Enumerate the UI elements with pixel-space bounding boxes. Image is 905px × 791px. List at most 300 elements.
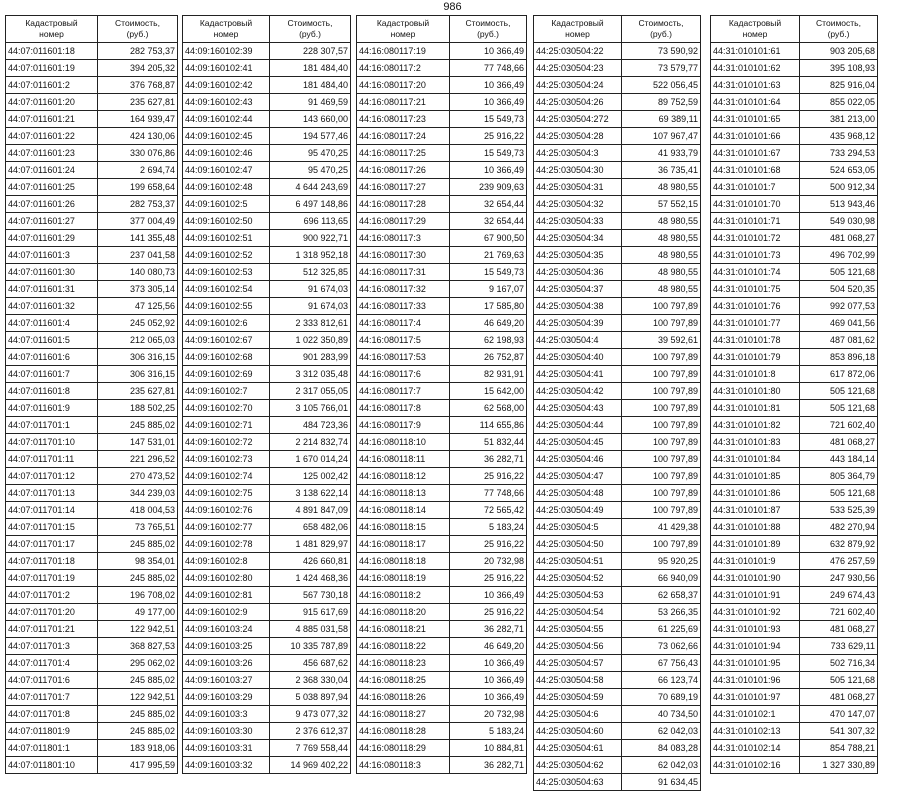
- table-row: [183, 162, 351, 179]
- table-row: [357, 349, 527, 366]
- table-row: [534, 655, 701, 672]
- table-row: [711, 604, 878, 621]
- cadastral-number-cell: 44:25:030504:51: [534, 553, 622, 570]
- table-row: [534, 179, 701, 196]
- cadastral-number-cell: 44:16:080117:31: [357, 264, 450, 281]
- cadastral-number-cell: 44:09:160102:55: [183, 298, 270, 315]
- table-row: [183, 111, 351, 128]
- cadastral-number-cell: 44:07:011601:24: [6, 162, 98, 179]
- table-row: [183, 247, 351, 264]
- cost-cell: 77 748,66: [450, 485, 527, 502]
- table-row: [711, 468, 878, 485]
- table-row: [6, 757, 178, 774]
- cadastral-number-cell: 44:16:080117:53: [357, 349, 450, 366]
- cost-cell: 5 183,24: [450, 519, 527, 536]
- cost-cell: 95 470,25: [270, 145, 351, 162]
- cadastral-number-cell: 44:09:160102:73: [183, 451, 270, 468]
- cadastral-number-cell: 44:16:080117:9: [357, 417, 450, 434]
- cost-header-line-2: (руб.): [126, 29, 149, 39]
- table-row: [6, 519, 178, 536]
- cadastral-number-cell: 44:07:011701:7: [6, 689, 98, 706]
- table-row: [711, 536, 878, 553]
- cost-cell: 57 552,15: [622, 196, 701, 213]
- cost-cell: 100 797,89: [622, 451, 701, 468]
- cost-cell: 2 368 330,04: [270, 672, 351, 689]
- cadastral-number-cell: 44:09:160102:52: [183, 247, 270, 264]
- cost-cell: 1 318 952,18: [270, 247, 351, 264]
- table-row: [534, 196, 701, 213]
- table-row: [183, 434, 351, 451]
- cadastral-number-cell: 44:07:011601:22: [6, 128, 98, 145]
- cadastral-number-cell: 44:07:011601:4: [6, 315, 98, 332]
- cadastral-number-cell: 44:25:030504:32: [534, 196, 622, 213]
- cadastral-number-cell: 44:16:080118:3: [357, 757, 450, 774]
- cadastral-number-cell: 44:07:011601:20: [6, 94, 98, 111]
- cost-cell: 496 702,99: [800, 247, 878, 264]
- table-row: [183, 77, 351, 94]
- table-row: [711, 553, 878, 570]
- table-row: [357, 757, 527, 774]
- cost-cell: 512 325,85: [270, 264, 351, 281]
- cadastral-number-cell: 44:09:160103:24: [183, 621, 270, 638]
- cost-cell: 245 885,02: [98, 570, 178, 587]
- cadastral-number-cell: 44:07:011601:18: [6, 43, 98, 60]
- cost-cell: 20 732,98: [450, 553, 527, 570]
- table-row: [6, 553, 178, 570]
- cadastral-number-cell: 44:16:080117:2: [357, 60, 450, 77]
- cost-cell: 2 376 612,37: [270, 723, 351, 740]
- cadastral-number-cell: 44:09:160102:69: [183, 366, 270, 383]
- cost-cell: 424 130,06: [98, 128, 178, 145]
- cadastral-number-cell: 44:31:010101:97: [711, 689, 800, 706]
- cost-cell: 39 592,61: [622, 332, 701, 349]
- cost-cell: 32 654,44: [450, 196, 527, 213]
- table-row: [6, 315, 178, 332]
- table-row: [183, 723, 351, 740]
- table-row: [183, 281, 351, 298]
- cost-cell: 32 654,44: [450, 213, 527, 230]
- cost-cell: 476 257,59: [800, 553, 878, 570]
- cost-cell: 632 879,92: [800, 536, 878, 553]
- cadastral-number-cell: 44:25:030504:63: [534, 774, 622, 791]
- cost-header-line-2: (руб.): [827, 29, 850, 39]
- cadastral-number-cell: 44:25:030504:49: [534, 502, 622, 519]
- table-row: [711, 179, 878, 196]
- table-row: [534, 553, 701, 570]
- cadastral-number-cell: 44:16:080117:25: [357, 145, 450, 162]
- cadastral-number-cell: 44:31:010101:78: [711, 332, 800, 349]
- cost-cell: 20 732,98: [450, 706, 527, 723]
- table-row: [711, 519, 878, 536]
- cadastral-number-cell: 44:16:080117:3: [357, 230, 450, 247]
- cost-cell: 82 931,91: [450, 366, 527, 383]
- cost-cell: 522 056,45: [622, 77, 701, 94]
- cadastral-number-cell: 44:31:010101:67: [711, 145, 800, 162]
- cost-cell: 10 366,49: [450, 43, 527, 60]
- cadastral-number-cell: 44:16:080117:32: [357, 281, 450, 298]
- table-row: [357, 111, 527, 128]
- cost-cell: 36 735,41: [622, 162, 701, 179]
- cadastral-number-cell: 44:09:160103:27: [183, 672, 270, 689]
- table-header-row: [357, 16, 527, 43]
- table-row: [711, 366, 878, 383]
- table-row: [711, 757, 878, 774]
- cadastral-number-cell: 44:31:010101:68: [711, 162, 800, 179]
- table-row: [711, 281, 878, 298]
- table-row: [534, 587, 701, 604]
- cost-cell: 245 885,02: [98, 723, 178, 740]
- table-row: [711, 264, 878, 281]
- cadastral-number-cell: 44:07:011701:20: [6, 604, 98, 621]
- cadastral-number-cell: 44:16:080118:19: [357, 570, 450, 587]
- cost-cell: 100 797,89: [622, 383, 701, 400]
- cadastral-number-header-line-2: номер: [565, 29, 590, 39]
- cost-cell: 73 590,92: [622, 43, 701, 60]
- cost-cell: 62 658,37: [622, 587, 701, 604]
- cost-cell: 48 980,55: [622, 213, 701, 230]
- cost-cell: 295 062,02: [98, 655, 178, 672]
- cost-cell: 10 366,49: [450, 587, 527, 604]
- cost-cell: 3 138 622,14: [270, 485, 351, 502]
- table-row: [357, 706, 527, 723]
- table-row: [357, 213, 527, 230]
- cadastral-number-cell: 44:16:080118:26: [357, 689, 450, 706]
- cost-cell: 7 769 558,44: [270, 740, 351, 757]
- cadastral-number-cell: 44:16:080118:17: [357, 536, 450, 553]
- cadastral-number-cell: 44:09:160102:54: [183, 281, 270, 298]
- table-row: [6, 536, 178, 553]
- cadastral-number-cell: 44:25:030504:39: [534, 315, 622, 332]
- cost-cell: 377 004,49: [98, 213, 178, 230]
- cadastral-number-cell: 44:25:030504:54: [534, 604, 622, 621]
- table-row: [711, 349, 878, 366]
- cost-cell: 100 797,89: [622, 349, 701, 366]
- cadastral-number-cell: 44:07:011701:1: [6, 417, 98, 434]
- table-row: [6, 349, 178, 366]
- cost-cell: 484 723,36: [270, 417, 351, 434]
- cost-cell: 443 184,14: [800, 451, 878, 468]
- table-row: [357, 128, 527, 145]
- table-row: [534, 60, 701, 77]
- cadastral-number-cell: 44:07:011601:19: [6, 60, 98, 77]
- table-row: [6, 417, 178, 434]
- cost-cell: 10 366,49: [450, 94, 527, 111]
- cadastral-number-cell: 44:16:080118:21: [357, 621, 450, 638]
- cost-cell: 5 183,24: [450, 723, 527, 740]
- cadastral-number-cell: 44:09:160102:47: [183, 162, 270, 179]
- cadastral-number-cell: 44:09:160102:80: [183, 570, 270, 587]
- table-row: [357, 162, 527, 179]
- cadastral-number-header-line-2: номер: [213, 29, 239, 39]
- cost-cell: 140 080,73: [98, 264, 178, 281]
- table-row: [534, 145, 701, 162]
- table-row: [6, 145, 178, 162]
- cadastral-number-cell: 44:16:080117:30: [357, 247, 450, 264]
- cadastral-number-cell: 44:25:030504:59: [534, 689, 622, 706]
- table-row: [6, 230, 178, 247]
- cost-cell: 4 891 847,09: [270, 502, 351, 519]
- table-row: [711, 43, 878, 60]
- table-row: [711, 128, 878, 145]
- cost-cell: 36 282,71: [450, 757, 527, 774]
- cadastral-number-cell: 44:25:030504:36: [534, 264, 622, 281]
- cadastral-number-header-line-1: Кадастровый: [199, 18, 253, 28]
- cadastral-number-cell: 44:09:160103:26: [183, 655, 270, 672]
- table-header-row: [534, 16, 701, 43]
- cadastral-number-cell: 44:25:030504:23: [534, 60, 622, 77]
- cost-cell: 992 077,53: [800, 298, 878, 315]
- table-row: [183, 570, 351, 587]
- cadastral-table-1: [5, 15, 178, 774]
- cost-cell: 100 797,89: [622, 502, 701, 519]
- table-row: [6, 162, 178, 179]
- cost-cell: 73 579,77: [622, 60, 701, 77]
- table-row: [711, 162, 878, 179]
- table-row: [534, 434, 701, 451]
- cost-cell: 381 213,00: [800, 111, 878, 128]
- cost-cell: 67 900,50: [450, 230, 527, 247]
- cadastral-number-cell: 44:09:160103:32: [183, 757, 270, 774]
- cost-cell: 373 305,14: [98, 281, 178, 298]
- cost-cell: 500 912,34: [800, 179, 878, 196]
- cost-cell: 481 068,27: [800, 689, 878, 706]
- table-row: [6, 740, 178, 757]
- cadastral-number-cell: 44:09:160102:50: [183, 213, 270, 230]
- table-row: [183, 553, 351, 570]
- cost-cell: 40 734,50: [622, 706, 701, 723]
- cost-cell: 10 366,49: [450, 162, 527, 179]
- table-row: [6, 604, 178, 621]
- cadastral-number-cell: 44:09:160102:42: [183, 77, 270, 94]
- cadastral-number-cell: 44:07:011701:13: [6, 485, 98, 502]
- cost-cell: 10 335 787,89: [270, 638, 351, 655]
- table-row: [711, 638, 878, 655]
- cadastral-number-cell: 44:09:160103:25: [183, 638, 270, 655]
- table-row: [534, 298, 701, 315]
- cost-header-line-2: (руб.): [477, 29, 499, 39]
- cost-cell: 25 916,22: [450, 536, 527, 553]
- table-row: [6, 298, 178, 315]
- cadastral-number-cell: 44:16:080118:14: [357, 502, 450, 519]
- cadastral-number-cell: 44:25:030504:42: [534, 383, 622, 400]
- cost-cell: 235 627,81: [98, 383, 178, 400]
- cost-cell: 14 969 402,22: [270, 757, 351, 774]
- cadastral-number-cell: 44:16:080118:11: [357, 451, 450, 468]
- table-row: [357, 468, 527, 485]
- table-row: [6, 723, 178, 740]
- table-row: [183, 315, 351, 332]
- cost-cell: 25 916,22: [450, 128, 527, 145]
- cost-cell: 91 634,45: [622, 774, 701, 791]
- table-row: [711, 383, 878, 400]
- cost-cell: 470 147,07: [800, 706, 878, 723]
- table-header-row: [183, 16, 351, 43]
- cadastral-number-cell: 44:09:160102:76: [183, 502, 270, 519]
- cadastral-number-cell: 44:09:160102:41: [183, 60, 270, 77]
- cost-cell: 376 768,87: [98, 77, 178, 94]
- cadastral-number-cell: 44:31:010101:74: [711, 264, 800, 281]
- table-row: [357, 536, 527, 553]
- cadastral-number-cell: 44:31:010101:80: [711, 383, 800, 400]
- cadastral-number-cell: 44:31:010101:88: [711, 519, 800, 536]
- table-row: [6, 383, 178, 400]
- table-row: [534, 213, 701, 230]
- table-row: [183, 706, 351, 723]
- cost-cell: 25 916,22: [450, 468, 527, 485]
- table-row: [534, 94, 701, 111]
- cadastral-number-cell: 44:25:030504:48: [534, 485, 622, 502]
- cadastral-number-header-line-2: номер: [742, 29, 768, 39]
- table-row: [711, 332, 878, 349]
- cadastral-number-cell: 44:25:030504:28: [534, 128, 622, 145]
- cadastral-number-cell: 44:31:010101:79: [711, 349, 800, 366]
- table-row: [357, 298, 527, 315]
- cost-cell: 733 294,53: [800, 145, 878, 162]
- cost-cell: 100 797,89: [622, 366, 701, 383]
- cadastral-number-cell: 44:31:010101:89: [711, 536, 800, 553]
- cadastral-number-cell: 44:16:080118:18: [357, 553, 450, 570]
- table-row: [6, 587, 178, 604]
- table-row: [183, 43, 351, 60]
- table-row: [183, 655, 351, 672]
- table-row: [6, 332, 178, 349]
- cadastral-number-cell: 44:31:010101:7: [711, 179, 800, 196]
- cadastral-number-cell: 44:07:011701:14: [6, 502, 98, 519]
- cost-cell: 183 918,06: [98, 740, 178, 757]
- table-row: [534, 774, 701, 791]
- cadastral-table-3: [356, 15, 527, 774]
- cost-cell: 25 916,22: [450, 570, 527, 587]
- cost-cell: 567 730,18: [270, 587, 351, 604]
- table-row: [183, 536, 351, 553]
- cadastral-number-cell: 44:09:160103:3: [183, 706, 270, 723]
- cost-cell: 25 916,22: [450, 604, 527, 621]
- table-row: [6, 400, 178, 417]
- cost-cell: 122 942,51: [98, 689, 178, 706]
- cost-cell: 10 366,49: [450, 77, 527, 94]
- table-row: [711, 723, 878, 740]
- cadastral-number-cell: 44:31:010102:14: [711, 740, 800, 757]
- table-row: [711, 196, 878, 213]
- table-row: [711, 570, 878, 587]
- table-row: [183, 366, 351, 383]
- table-row: [6, 485, 178, 502]
- cost-cell: 69 389,11: [622, 111, 701, 128]
- table-row: [6, 655, 178, 672]
- cadastral-number-cell: 44:25:030504:37: [534, 281, 622, 298]
- cadastral-number-cell: 44:09:160103:29: [183, 689, 270, 706]
- cost-cell: 91 674,03: [270, 298, 351, 315]
- cost-cell: 41 429,38: [622, 519, 701, 536]
- cadastral-number-cell: 44:09:160102:9: [183, 604, 270, 621]
- cost-cell: 36 282,71: [450, 451, 527, 468]
- table-row: [183, 230, 351, 247]
- cadastral-number-cell: 44:31:010101:86: [711, 485, 800, 502]
- cadastral-number-cell: 44:16:080117:24: [357, 128, 450, 145]
- cost-cell: 2 333 812,61: [270, 315, 351, 332]
- table-row: [711, 451, 878, 468]
- table-row: [183, 179, 351, 196]
- cadastral-number-cell: 44:07:011601:8: [6, 383, 98, 400]
- cost-cell: 417 995,59: [98, 757, 178, 774]
- table-row: [6, 281, 178, 298]
- cadastral-number-header: [534, 16, 622, 43]
- table-row: [534, 400, 701, 417]
- table-row: [6, 468, 178, 485]
- cadastral-number-cell: 44:25:030504:5: [534, 519, 622, 536]
- cadastral-number-cell: 44:09:160102:71: [183, 417, 270, 434]
- table-row: [357, 451, 527, 468]
- cadastral-number-cell: 44:09:160102:78: [183, 536, 270, 553]
- cost-cell: 48 980,55: [622, 247, 701, 264]
- cost-cell: 235 627,81: [98, 94, 178, 111]
- table-row: [6, 451, 178, 468]
- cadastral-number-cell: 44:16:080118:27: [357, 706, 450, 723]
- table-row: [357, 332, 527, 349]
- cadastral-number-cell: 44:09:160102:43: [183, 94, 270, 111]
- table-row: [357, 417, 527, 434]
- table-row: [357, 383, 527, 400]
- table-row: [6, 570, 178, 587]
- table-row: [534, 519, 701, 536]
- cadastral-number-cell: 44:09:160102:81: [183, 587, 270, 604]
- table-row: [6, 60, 178, 77]
- table-row: [534, 264, 701, 281]
- table-row: [534, 43, 701, 60]
- cadastral-number-cell: 44:09:160102:48: [183, 179, 270, 196]
- table-row: [357, 604, 527, 621]
- cost-cell: 122 942,51: [98, 621, 178, 638]
- cadastral-number-cell: 44:07:011701:17: [6, 536, 98, 553]
- table-row: [183, 213, 351, 230]
- cadastral-number-cell: 44:25:030504:38: [534, 298, 622, 315]
- cost-cell: 306 316,15: [98, 349, 178, 366]
- cadastral-number-cell: 44:07:011801:1: [6, 740, 98, 757]
- cost-cell: 100 797,89: [622, 298, 701, 315]
- table-row: [183, 689, 351, 706]
- cost-cell: 62 042,03: [622, 723, 701, 740]
- cadastral-number-cell: 44:09:160102:67: [183, 332, 270, 349]
- table-row: [183, 740, 351, 757]
- cadastral-number-cell: 44:31:010101:87: [711, 502, 800, 519]
- cost-cell: 1 424 468,36: [270, 570, 351, 587]
- cadastral-number-cell: 44:07:011601:29: [6, 230, 98, 247]
- table-row: [183, 298, 351, 315]
- cadastral-number-cell: 44:25:030504:30: [534, 162, 622, 179]
- table-row: [534, 740, 701, 757]
- cost-cell: 36 282,71: [450, 621, 527, 638]
- cadastral-number-cell: 44:16:080118:28: [357, 723, 450, 740]
- table-row: [534, 723, 701, 740]
- cost-cell: 1 022 350,89: [270, 332, 351, 349]
- table-row: [6, 638, 178, 655]
- cost-cell: 900 922,71: [270, 230, 351, 247]
- table-row: [534, 128, 701, 145]
- cadastral-number-cell: 44:07:011701:6: [6, 672, 98, 689]
- table-row: [6, 111, 178, 128]
- table-row: [357, 434, 527, 451]
- table-row: [357, 740, 527, 757]
- table-row: [183, 519, 351, 536]
- cadastral-number-cell: 44:07:011601:3: [6, 247, 98, 264]
- cost-cell: 505 121,68: [800, 400, 878, 417]
- cost-cell: 47 125,56: [98, 298, 178, 315]
- cadastral-number-cell: 44:31:010102:13: [711, 723, 800, 740]
- cost-header-line-1: Стоимость,: [816, 18, 861, 28]
- cadastral-number-cell: 44:31:010101:81: [711, 400, 800, 417]
- cost-cell: 147 531,01: [98, 434, 178, 451]
- cost-cell: 481 068,27: [800, 621, 878, 638]
